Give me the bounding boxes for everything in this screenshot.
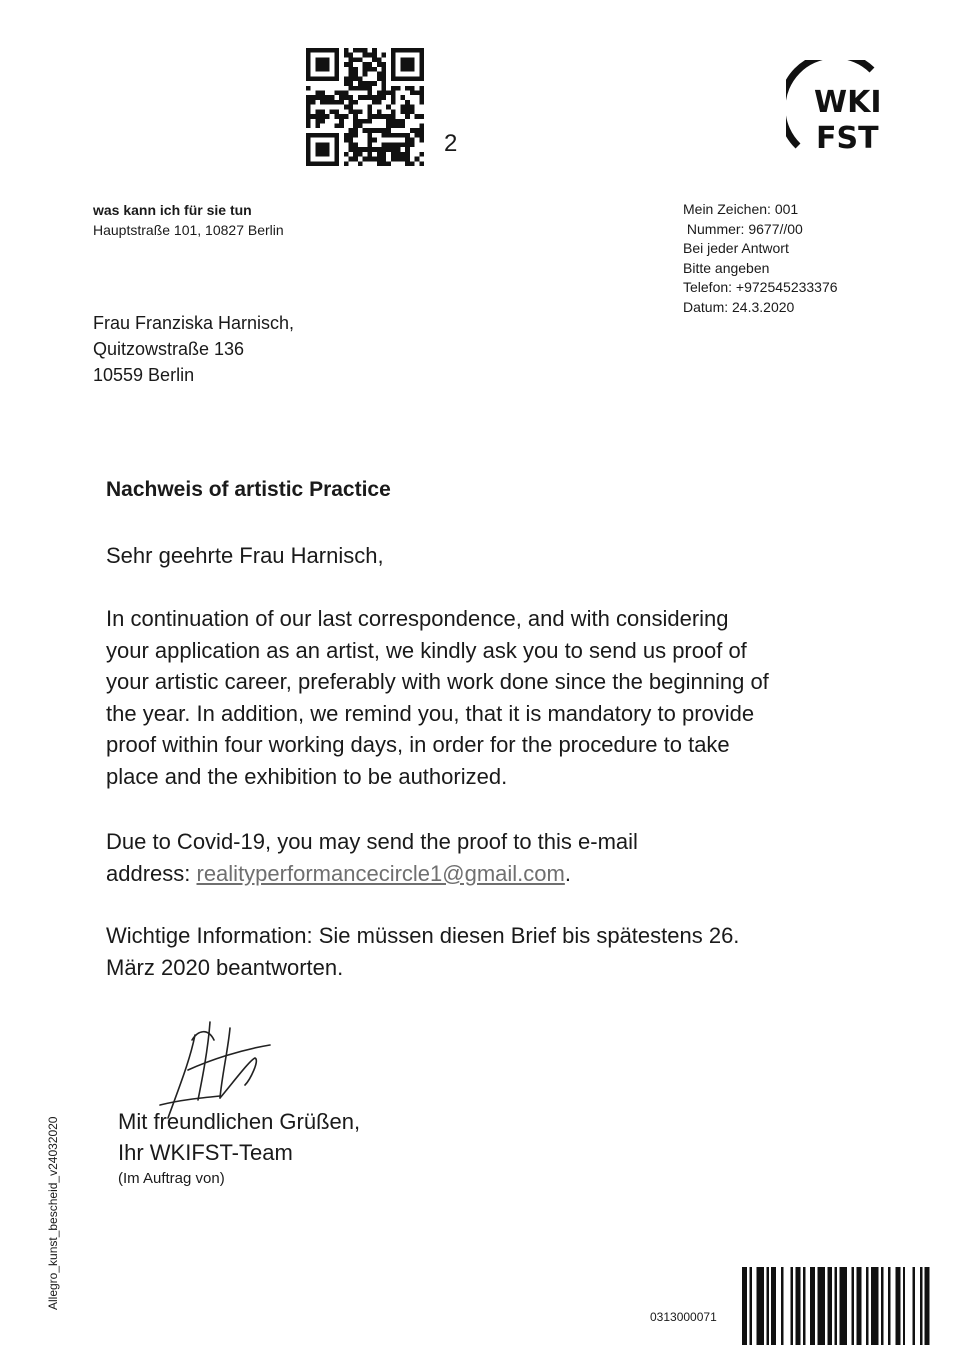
paragraph-line: your artistic career, preferably with work done since the beginning of bbox=[106, 669, 769, 694]
paragraph-line bbox=[106, 858, 866, 890]
sender-address: Hauptstraße 101, 10827 Berlin bbox=[93, 222, 284, 238]
paragraph-line: In continuation of our last correspondence, and with considering bbox=[106, 606, 729, 631]
logo-line-2: FST bbox=[816, 121, 879, 156]
salutation: Sehr geehrte Frau Harnisch, bbox=[106, 543, 384, 568]
barcode-icon bbox=[742, 1267, 932, 1345]
recipient-address bbox=[93, 310, 294, 388]
closing-line-2: Ihr WKIFST-Team bbox=[118, 1140, 293, 1165]
recipient-street: Quitzowstraße 136 bbox=[93, 339, 245, 359]
email-link[interactable]: realityperformancecircle1@gmail.com bbox=[196, 860, 565, 886]
paragraph-line: proof within four working days, in order for the procedure to take bbox=[106, 732, 730, 757]
reference-line: Telefon: +972545233376 bbox=[683, 279, 838, 296]
sender-block bbox=[93, 200, 284, 240]
paragraph-3 bbox=[106, 920, 866, 983]
paragraph-line: Due to Covid-19, you may send the proof to this e-mail bbox=[106, 829, 638, 854]
reference-line: Mein Zeichen: 001 bbox=[683, 201, 799, 217]
page-number: 2 bbox=[444, 130, 458, 157]
paragraph-2 bbox=[106, 826, 866, 889]
reference-line: Bitte angeben bbox=[683, 259, 770, 276]
email-suffix: . bbox=[564, 860, 571, 886]
paragraph-line: Wichtige Information: Sie müssen diesen Brief bis spätestens 26. bbox=[106, 923, 740, 948]
logo-line-1: WKI bbox=[814, 85, 882, 120]
closing-line-1: Mit freundlichen Grüßen, bbox=[118, 1109, 361, 1134]
reference-block bbox=[683, 200, 838, 318]
wkifst-logo bbox=[786, 60, 886, 162]
closing bbox=[118, 1106, 360, 1168]
paragraph-line: März 2020 beantworten. bbox=[106, 954, 344, 980]
barcode-number: 0313000071 bbox=[650, 1310, 717, 1324]
reference-line: Nummer: 9677//00 bbox=[683, 220, 803, 237]
letter-subject: Nachweis of artistic Practice bbox=[106, 478, 391, 501]
document-id: Allegro_kunst_bescheid_v24032020 bbox=[46, 1116, 60, 1310]
recipient-name: Frau Franziska Harnisch, bbox=[93, 313, 295, 333]
recipient-city: 10559 Berlin bbox=[93, 365, 195, 385]
paragraph-1 bbox=[106, 603, 866, 792]
paragraph-line: your application as an artist, we kindly ask you to send us proof of bbox=[106, 637, 747, 663]
reference-line: Bei jeder Antwort bbox=[683, 240, 789, 257]
sender-name: was kann ich für sie tun bbox=[93, 202, 252, 218]
qr-code-icon bbox=[306, 48, 424, 166]
paragraph-line: place and the exhibition to be authorized. bbox=[106, 763, 508, 789]
email-prefix: address: bbox=[106, 860, 197, 886]
reference-line: Datum: 24.3.2020 bbox=[683, 298, 795, 315]
paragraph-line: the year. In addition, we remind you, that it is mandatory to provide bbox=[106, 700, 755, 726]
on-behalf-note: (Im Auftrag von) bbox=[118, 1170, 225, 1187]
